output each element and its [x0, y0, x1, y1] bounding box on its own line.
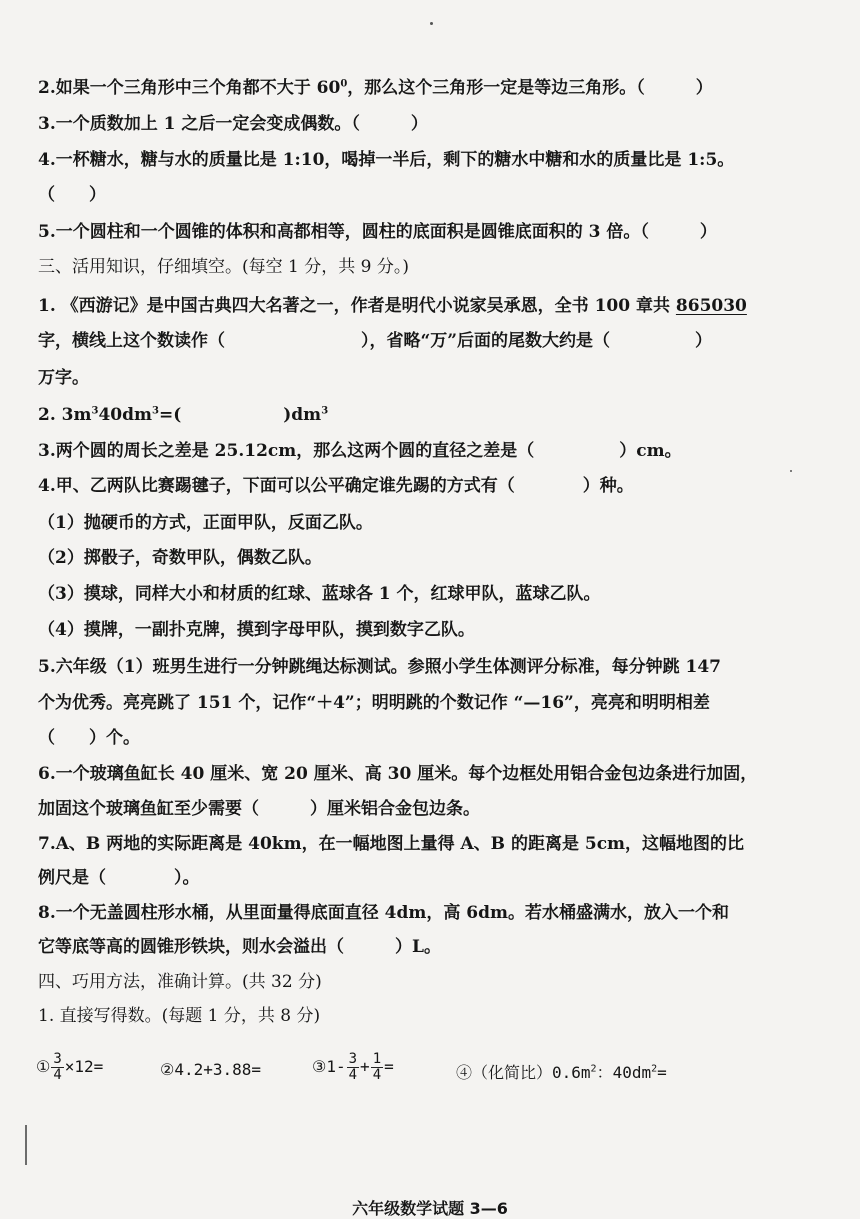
fill-5-line-3: （ ）个。	[38, 728, 140, 748]
calc-item-4: ④（化简比）$0.6m^2$：$40dm^2=$	[456, 1063, 667, 1082]
question-4-answer: （ ）	[38, 185, 106, 205]
fraction: $\frac{3}{4}$	[53, 1051, 62, 1083]
section-3-heading: 三、活用知识，仔细填空。(每空 1 分，共 9 分。)	[38, 257, 410, 277]
fill-8-line-1: 8.一个无盖圆柱形水桶，从里面量得底面直径 4dm，高 6dm。若水桶盛满水，放入一个和	[38, 903, 729, 923]
calc-item-3: ③1- $\frac{3}{4}$ + $\frac{1}{4}$ =	[312, 1051, 394, 1083]
fill-4-option-2: （2）掷骰子，奇数甲队，偶数乙队。	[38, 548, 322, 568]
fill-4-option-3: （3）摸球，同样大小和材质的红球、蓝球各 1 个，红球甲队，蓝球乙队。	[38, 584, 601, 604]
question-2: 2.如果一个三角形中三个角都不大于 $60^0$，那么这个三角形一定是等边三角形。（ ）	[38, 78, 713, 98]
fill-7-line-1: 7.A、B 两地的实际距离是 40km，在一幅地图上量得 A、B 的距离是 5cm，这幅地图的比	[38, 834, 745, 854]
fill-1-line-1: 1. 《西游记》是中国古典四大名著之一，作者是明代小说家吴承恩，全书 100 章共 865030	[38, 296, 747, 316]
fill-8-line-2: 它等底等高的圆锥形铁块，则水会溢出（ ）L。	[38, 937, 441, 957]
fill-1-line-3: 万字。	[38, 368, 89, 388]
fill-6-line-2: 加固这个玻璃鱼缸至少需要（ ）厘米铝合金包边条。	[38, 799, 480, 819]
question-4: 4.一杯糖水，糖与水的质量比是 1:10，喝掉一半后，剩下的糖水中糖和水的质量比是 1:5。	[38, 150, 735, 170]
scan-speck	[430, 22, 433, 25]
fill-4-option-1: （1）抛硬币的方式，正面甲队，反面乙队。	[38, 513, 373, 533]
fill-6-line-1: 6.一个玻璃鱼缸长 40 厘米、宽 20 厘米、高 30 厘米。每个边框处用铝合金包边条进行加固，	[38, 764, 758, 784]
calc-item-1: ① $\frac{3}{4}$ ×12=	[36, 1051, 104, 1083]
underlined-number: 865030	[675, 296, 747, 316]
fill-7-line-2: 例尺是（ ）。	[38, 868, 200, 888]
fill-1-line-2: 字，横线上这个数读作（ ），省略“万”后面的尾数大约是（ ）	[38, 331, 713, 351]
fill-2: 2. $3m^340dm^3=$( )$dm^3$	[38, 405, 329, 425]
scan-edge-mark	[25, 1125, 27, 1165]
calc-item-2: ②4.2+3.88=	[160, 1060, 262, 1079]
fill-5-line-1: 5.六年级（1）班男生进行一分钟跳绳达标测试。参照小学生体测评分标准，每分钟跳 147	[38, 657, 721, 677]
fill-4-option-4: （4）摸牌，一副扑克牌，摸到字母甲队，摸到数字乙队。	[38, 620, 475, 640]
fill-5-line-2: 个为优秀。亮亮跳了 151 个，记作“＋4”；明明跳的个数记作 “—16”，亮亮和明明相差	[38, 693, 710, 713]
fraction: $\frac{1}{4}$	[372, 1051, 382, 1083]
fill-3: 3.两个圆的周长之差是 25.12cm，那么这两个圆的直径之差是（ ）cm。	[38, 441, 682, 461]
section-4-heading: 四、巧用方法，准确计算。(共 32 分)	[38, 972, 322, 992]
fraction: $\frac{3}{4}$	[348, 1051, 358, 1083]
fill-4: 4.甲、乙两队比赛踢毽子，下面可以公平确定谁先踢的方式有（ ）种。	[38, 476, 634, 496]
page-footer: 六年级数学试题 3—6	[352, 1199, 508, 1218]
question-5: 5.一个圆柱和一个圆锥的体积和高都相等，圆柱的底面积是圆锥底面积的 3 倍。（ ）	[38, 222, 717, 242]
question-3: 3.一个质数加上 1 之后一定会变成偶数。（ ）	[38, 114, 428, 134]
scan-speck	[790, 470, 792, 472]
calc-1-heading: 1. 直接写得数。(每题 1 分，共 8 分)	[38, 1006, 321, 1026]
